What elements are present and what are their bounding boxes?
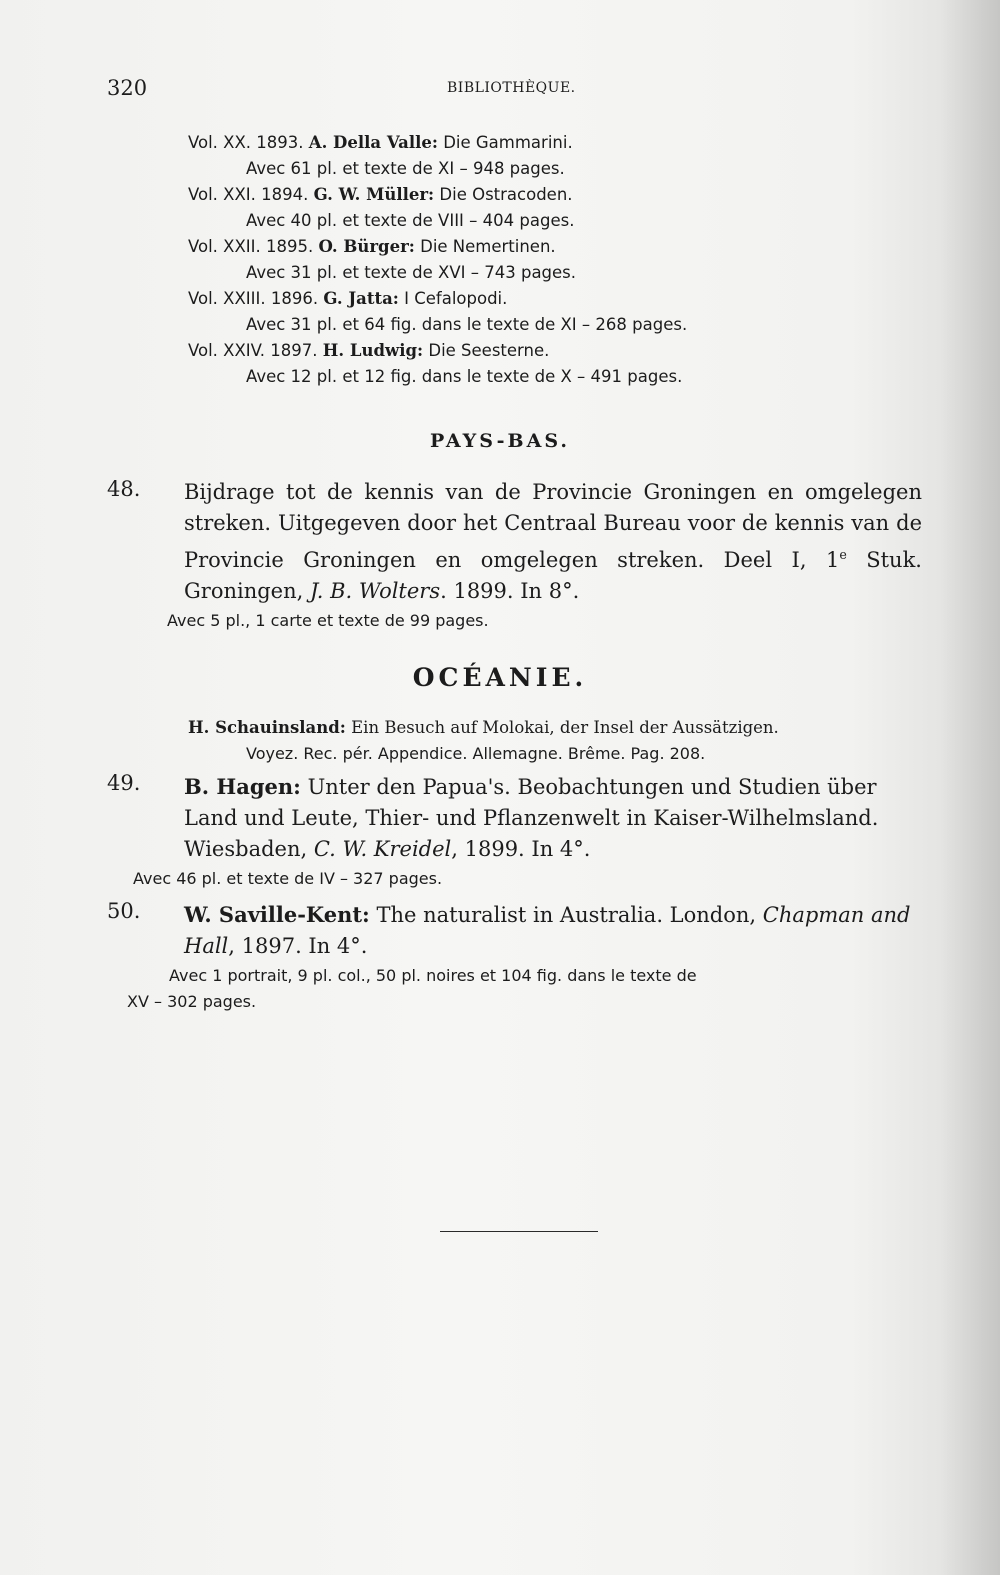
cross-reference-note: Voyez. Rec. pér. Appendice. Allemagne. Brême. Pag. 208. xyxy=(246,744,706,763)
entry-author: B. Hagen: xyxy=(184,774,301,799)
volume-note: Avec 61 pl. et texte de XI – 948 pages. xyxy=(246,159,565,178)
entry-author: H. Schauinsland: xyxy=(188,718,346,737)
entry-publisher: C. W. Kreidel xyxy=(313,837,452,861)
entry-number: 48. xyxy=(107,477,141,501)
entry-publisher: J. B. Wolters xyxy=(309,579,441,603)
running-head: BIBLIOTHÈQUE. xyxy=(447,80,576,96)
cross-reference-entry xyxy=(188,715,888,767)
page-number: 320 xyxy=(107,76,148,100)
entry-number: 49. xyxy=(107,771,141,795)
end-rule xyxy=(440,1231,598,1232)
page-header xyxy=(107,76,917,100)
volume-author: H. Ludwig: xyxy=(322,341,424,360)
volume-line: Vol. XXI. 1894. G. W. Müller: Die Ostracoden. xyxy=(188,185,573,204)
entry-text: B. Hagen: Unter den Papua's. Beobachtungen und Studien über Land und Leute, Thier- und Pflanzenwelt in Kaiser-Wilhelmsland. Wiesbaden, C. W. Kreidel, 1899. In 4°. xyxy=(184,774,879,861)
entry-note: Avec 5 pl., 1 carte et texte de 99 pages. xyxy=(167,611,489,630)
volume-author: A. Della Valle: xyxy=(308,133,438,152)
entry-publisher: Chapman and Hall xyxy=(184,903,911,958)
volume-note: Avec 31 pl. et texte de XVI – 743 pages. xyxy=(246,263,577,282)
volume-author: O. Bürger: xyxy=(318,237,415,256)
entry-number: 50. xyxy=(107,899,141,923)
volume-line: Vol. XX. 1893. A. Della Valle: Die Gammarini. xyxy=(188,133,573,152)
bibliography-entry-49 xyxy=(107,771,922,893)
entry-note: Avec 1 portrait, 9 pl. col., 50 pl. noires et 104 fig. dans le texte de xyxy=(169,966,697,985)
entry-author: W. Saville-Kent: xyxy=(184,902,370,927)
cross-reference-title: H. Schauinsland: Ein Besuch auf Molokai, der Insel der Aussätzigen. xyxy=(188,718,779,737)
section-title-oceanie: OCÉANIE. xyxy=(412,663,588,692)
page-edge-shadow xyxy=(940,0,1000,1575)
bibliography-entry-50 xyxy=(107,899,922,1014)
entry-text: W. Saville-Kent: The naturalist in Australia. London, Chapman and Hall, 1897. In 4°. xyxy=(184,902,911,958)
volume-line: Vol. XXIV. 1897. H. Ludwig: Die Seesterne. xyxy=(188,341,550,360)
volume-list xyxy=(188,130,928,390)
entry-note-continuation: XV – 302 pages. xyxy=(127,992,257,1011)
volume-line: Vol. XXIII. 1896. G. Jatta: I Cefalopodi. xyxy=(188,289,508,308)
volume-note: Avec 12 pl. et 12 fig. dans le texte de X – 491 pages. xyxy=(246,367,683,386)
volume-note: Avec 31 pl. et 64 fig. dans le texte de XI – 268 pages. xyxy=(246,315,688,334)
volume-note: Avec 40 pl. et texte de VIII – 404 pages. xyxy=(246,211,575,230)
volume-author: G. W. Müller: xyxy=(313,185,435,204)
volume-author: G. Jatta: xyxy=(323,289,399,308)
section-title-pays-bas: PAYS-BAS. xyxy=(429,430,571,452)
entry-text: Bijdrage tot de kennis van de Provincie Groningen en omgelegen streken. Uitgegeven door het Centraal Bureau voor de kennis van de Provincie Groningen en omgelegen streken. Deel I, 1e Stuk. Groningen, J. B. Wolters. 1899. In 8°. xyxy=(184,480,922,603)
volume-line: Vol. XXII. 1895. O. Bürger: Die Nemertinen. xyxy=(188,237,556,256)
bibliography-entry-48 xyxy=(107,477,922,635)
entry-note: Avec 46 pl. et texte de IV – 327 pages. xyxy=(133,869,443,888)
